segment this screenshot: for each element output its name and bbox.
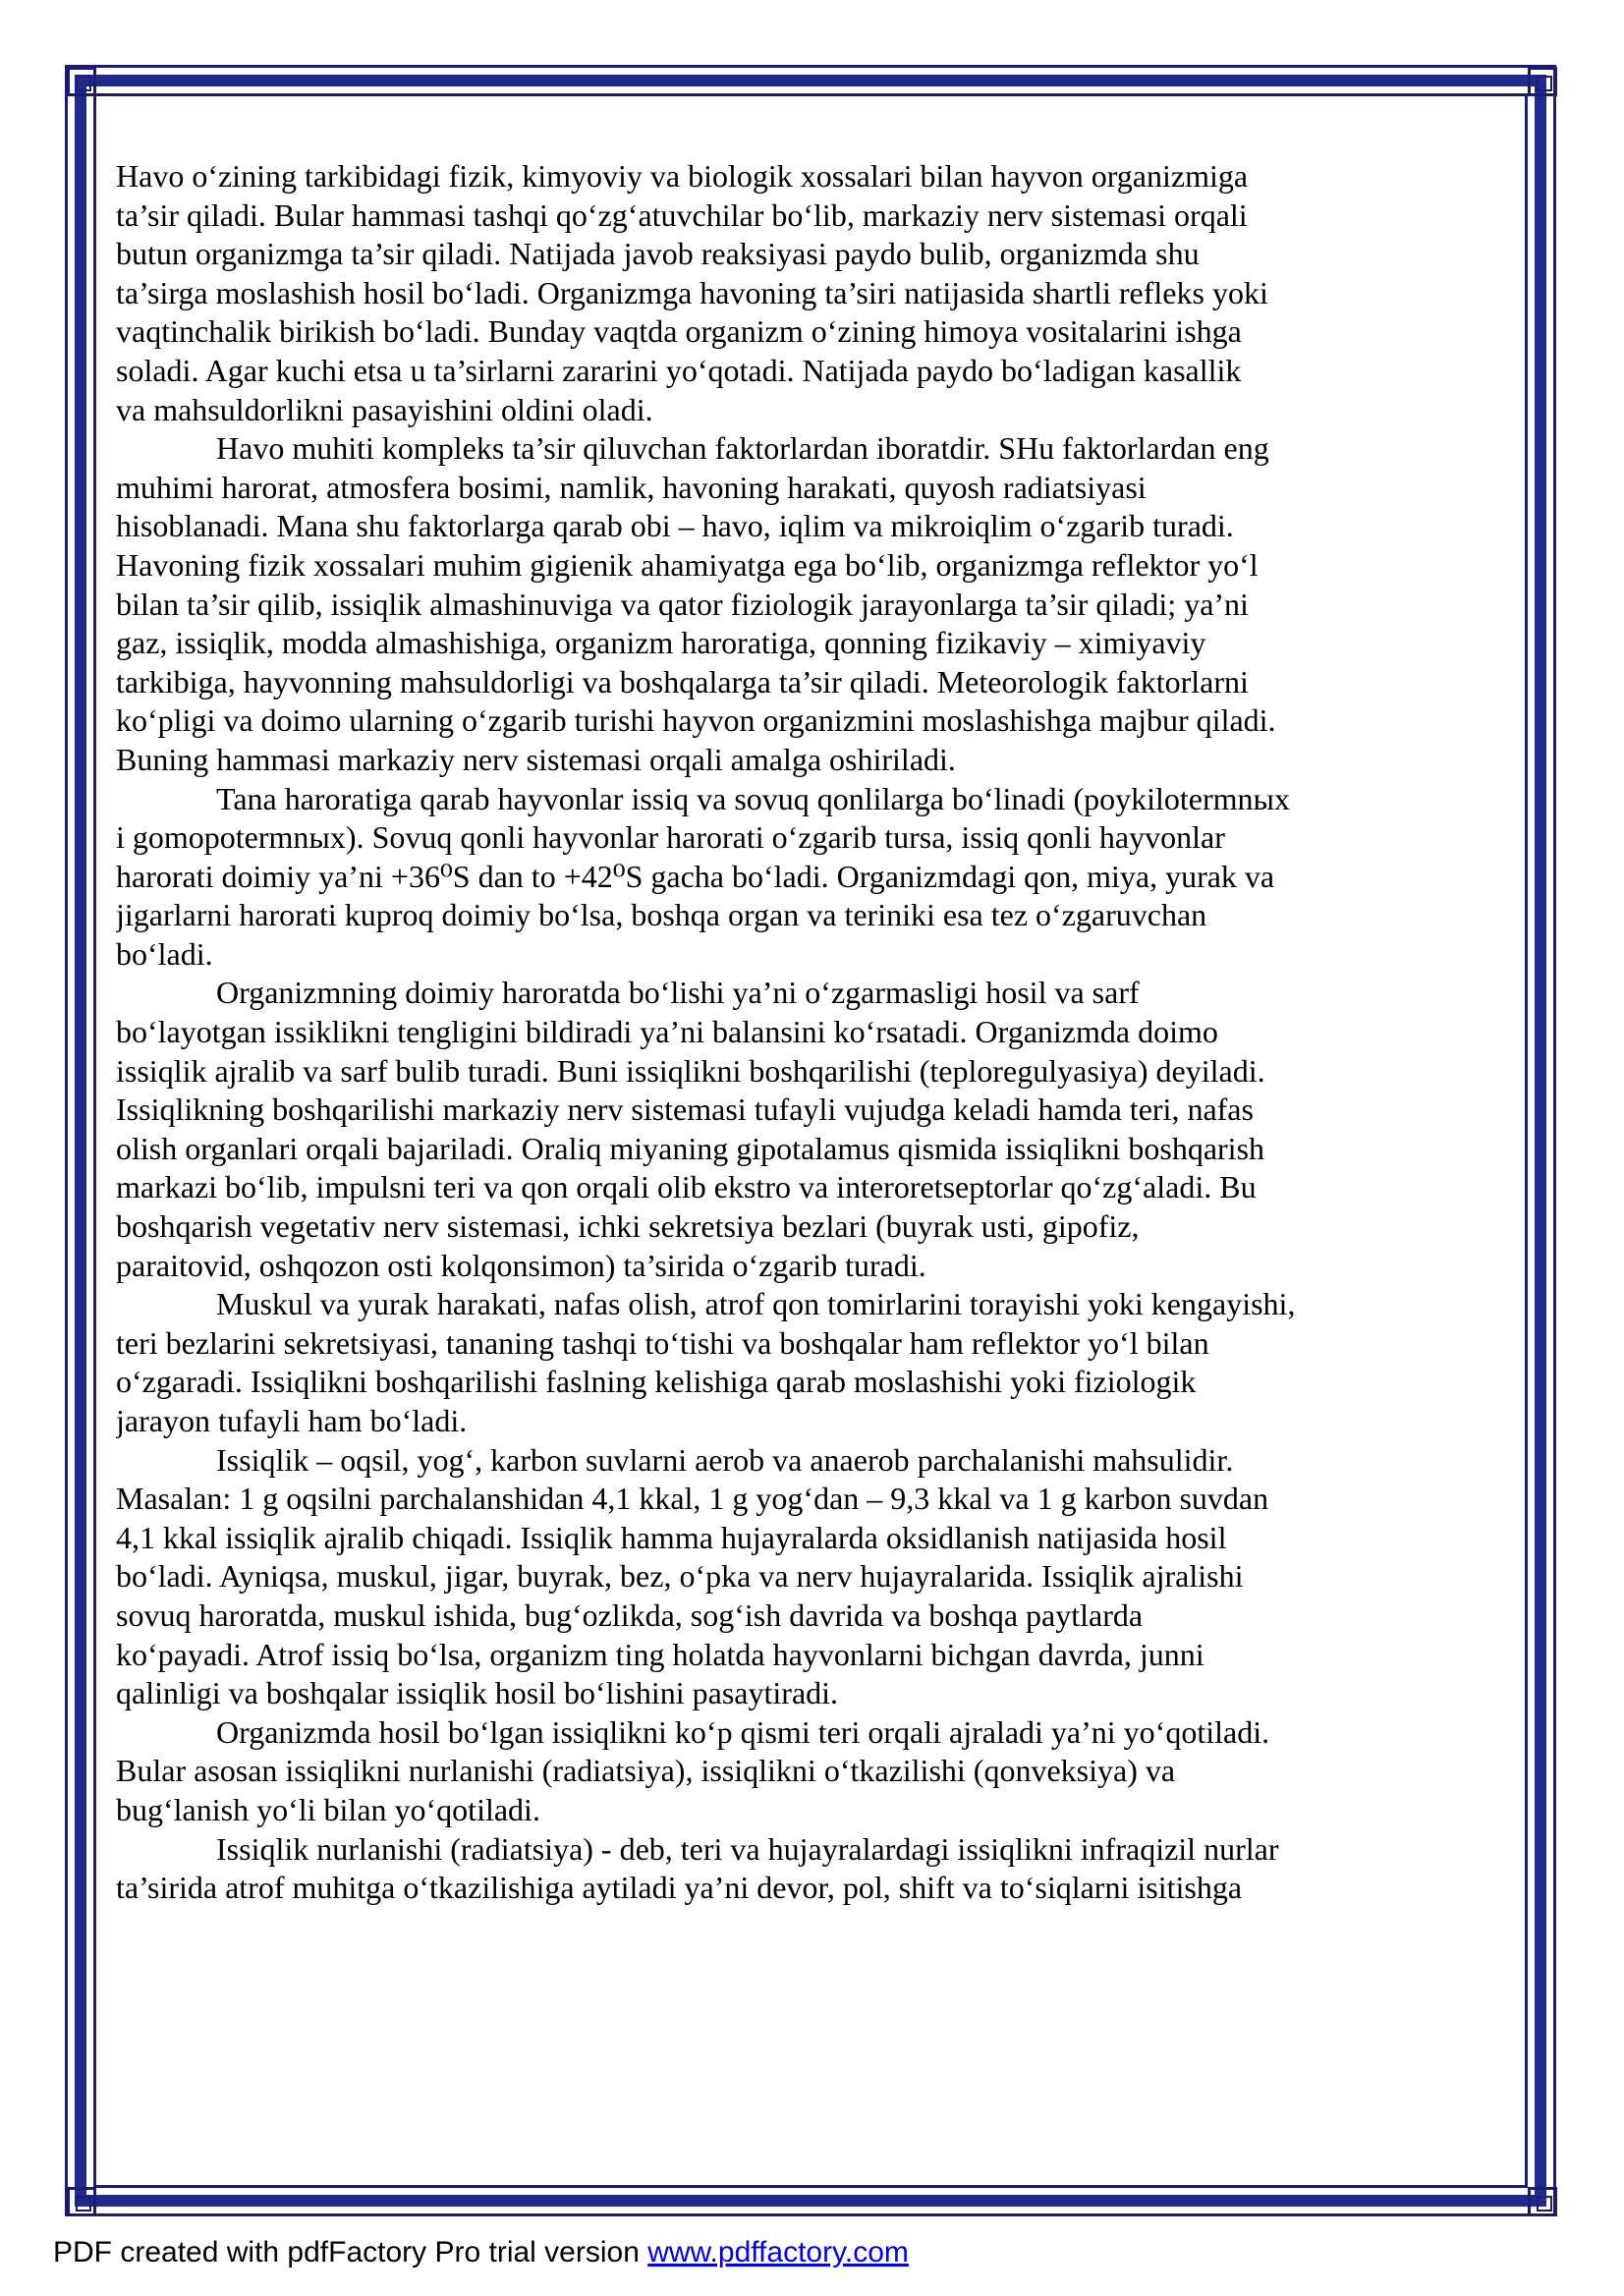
text-line: tarkibiga, hayvonning mahsuldorligi va boshqalarga ta’sir qiladi. Meteorologik faktorlarni [116, 663, 1249, 700]
text-line: Bular asosan issiqlikni nurlanishi (radiatsiya), issiqlikni o‘tkazilishi (qonveksiya) va [116, 1753, 1176, 1789]
corner-ornament-bottom-right [1528, 2187, 1557, 2216]
text-line: Muskul va yurak harakati, nafas olish, atrof qon tomirlarini torayishi yoki kengayishi, [216, 1286, 1296, 1322]
pdf-footer [53, 2236, 909, 2269]
text-line: Organizmda hosil bo‘lgan issiqlikni ko‘p qismi teri orqali ajraladi ya’ni yo‘qotiladi. [216, 1713, 1270, 1750]
text-line: issiqlik ajralib va sarf bulib turadi. Buni issiqlikni boshqarilishi (teploregulyasiya) deyiladi. [116, 1052, 1265, 1089]
text-line: olish organlari orqali bajariladi. Oraliq miyaning gipotalamus qismida issiqlikni boshqarish [116, 1130, 1265, 1166]
text-line: va mahsuldorlikni pasayishini oldini oladi. [116, 391, 653, 427]
corner-ornament-bottom-left [67, 2187, 96, 2216]
text-line: Masalan: 1 g oqsilni parchalanshidan 4,1 kkal, 1 g yog‘dan – 9,3 kkal va 1 g karbon suvdan [116, 1481, 1269, 1517]
text-line: gaz, issiqlik, modda almashishiga, organizm haroratiga, qonning fizikaviy – ximiyaviy [116, 625, 1206, 661]
text-line: Organizmning doimiy haroratda bo‘lishi ya’ni o‘zgarmasligi hosil va sarf [216, 975, 1140, 1011]
text-line: vaqtinchalik birikish bo‘ladi. Bunday vaqtda organizm o‘zining himoya vositalarini ishga [116, 313, 1242, 350]
corner-ornament-top-left [67, 67, 96, 96]
text-line: bug‘lanish yo‘li bilan yo‘qotiladi. [116, 1791, 540, 1827]
text-line: bo‘ladi. [116, 935, 213, 972]
text-line: Issiqlikning boshqarilishi markaziy nerv sistemasi tufayli vujudga keladi hamda teri, nafas [116, 1092, 1254, 1128]
corner-ornament-top-right [1528, 67, 1557, 96]
text-line: bilan ta’sir qilib, issiqlik almashinuviga va qator fiziologik jarayonlarga ta’sir qiladi; ya’ni [116, 586, 1249, 622]
text-line: butun organizmga ta’sir qiladi. Natijada javob reaksiyasi paydo bulib, organizmda shu [116, 236, 1200, 272]
text-line: ta’sirga moslashish hosil bo‘ladi. Organizmga havoning ta’siri natijasida shartli refleks yoki [116, 274, 1268, 310]
text-line: i gomopotermnых). Sovuq qonli hayvonlar harorati o‘zgarib tursa, issiq qonli hayvonlar [116, 819, 1225, 856]
text-line: Tana haroratiga qarab hayvonlar issiq va sovuq qonlilarga bo‘linadi (poykilotermnыx [216, 780, 1291, 816]
text-line: Havo muhiti kompleks ta’sir qiluvchan faktorlardan iboratdir. SHu faktorlardan eng [216, 430, 1269, 467]
text-line: bo‘ladi. Ayniqsa, muskul, jigar, buyrak, bez, o‘pka va nerv hujayralarida. Issiqlik ajralishi [116, 1558, 1244, 1595]
text-line: Havoning fizik xossalari muhim gigienik ahamiyatga ega bo‘lib, organizmga reflektor yo‘l [116, 546, 1259, 583]
text-line: paraitovid, oshqozon osti kolqonsimon) ta’sirida o‘zgarib turadi. [116, 1247, 926, 1283]
text-line: sovuq haroratda, muskul ishida, bug‘ozlikda, sog‘ish davrida va boshqa paytlarda [116, 1596, 1144, 1633]
text-line: Havo o‘zining tarkibidagi fizik, kimyoviy va biologik xossalari bilan hayvon organizmiga [116, 158, 1249, 194]
text-line: ko‘pligi va doimo ularning o‘zgarib turishi hayvon organizmini moslashishga majbur qiladi. [116, 702, 1276, 739]
text-line: hisoblanadi. Mana shu faktorlarga qarab obi – havo, iqlim va mikroiqlim o‘zgarib turadi. [116, 508, 1234, 544]
footer-link[interactable]: www.pdffactory.com [647, 2236, 909, 2268]
text-line: markazi bo‘lib, impulsni teri va qon orqali olib ekstro va interoretseptorlar qo‘zg‘aladi. Bu [116, 1169, 1257, 1205]
text-line: Issiqlik nurlanishi (radiatsiya) - deb, teri va hujayralardagi issiqlikni infraqizil nurlar [216, 1830, 1279, 1867]
text-line: boshqarish vegetativ nerv sistemasi, ichki sekretsiya bezlari (buyrak usti, gipofiz, [116, 1208, 1140, 1245]
text-line: o‘zgaradi. Issiqlikni boshqarilishi faslning kelishiga qarab moslashishi yoki fiziologik [116, 1364, 1197, 1400]
text-line: ko‘payadi. Atrof issiq bo‘lsa, organizm ting holatda hayvonlarni bichgan davrda, junni [116, 1636, 1204, 1672]
text-line: Buning hammasi markaziy nerv sistemasi orqali amalga oshiriladi. [116, 741, 956, 777]
document-body [116, 157, 1527, 2181]
text-line: 4,1 kkal issiqlik ajralib chiqadi. Issiqlik hamma hujayralarda oksidlanish natijasida hosil [116, 1519, 1227, 1555]
text-line: teri bezlarini sekretsiyasi, tananing tashqi to‘tishi va boshqalar ham reflektor yo‘l bilan [116, 1324, 1209, 1361]
text-line: harorati doimiy ya’ni +36⁰S dan to +42⁰S gacha bo‘ladi. Organizmdagi qon, miya, yurak va [116, 858, 1275, 894]
footer-text: PDF created with pdfFactory Pro trial version [53, 2236, 648, 2268]
text-line: soladi. Agar kuchi etsa u ta’sirlarni zararini yo‘qotadi. Natijada paydo bo‘ladigan kasallik [116, 352, 1242, 388]
text-line: Issiqlik – oqsil, yog‘, karbon suvlarni aerob va anaerob parchalanishi mahsulidir. [216, 1441, 1234, 1478]
text-line: ta’sirida atrof muhitga o‘tkazilishiga aytiladi ya’ni devor, pol, shift va to‘siqlarni isitishga [116, 1870, 1243, 1906]
text-line: jigarlarni harorati kuproq doimiy bo‘lsa, boshqa organ va teriniki esa tez o‘zgaruvchan [116, 897, 1207, 933]
text-line: jarayon tufayli ham bo‘ladi. [116, 1403, 468, 1438]
text-line: ta’sir qiladi. Bular hammasi tashqi qo‘zg‘atuvchilar bo‘lib, markaziy nerv sistemasi orqali [116, 196, 1248, 233]
text-line: bo‘layotgan issiklikni tengligini bildiradi ya’ni balansini ko‘rsatadi. Organizmda doimo [116, 1014, 1218, 1050]
text-line: qalinligi va boshqalar issiqlik hosil bo‘lishini pasaytiradi. [116, 1675, 839, 1711]
text-line: muhimi harorat, atmosfera bosimi, namlik, havoning harakati, quyosh radiatsiyasi [116, 469, 1147, 505]
